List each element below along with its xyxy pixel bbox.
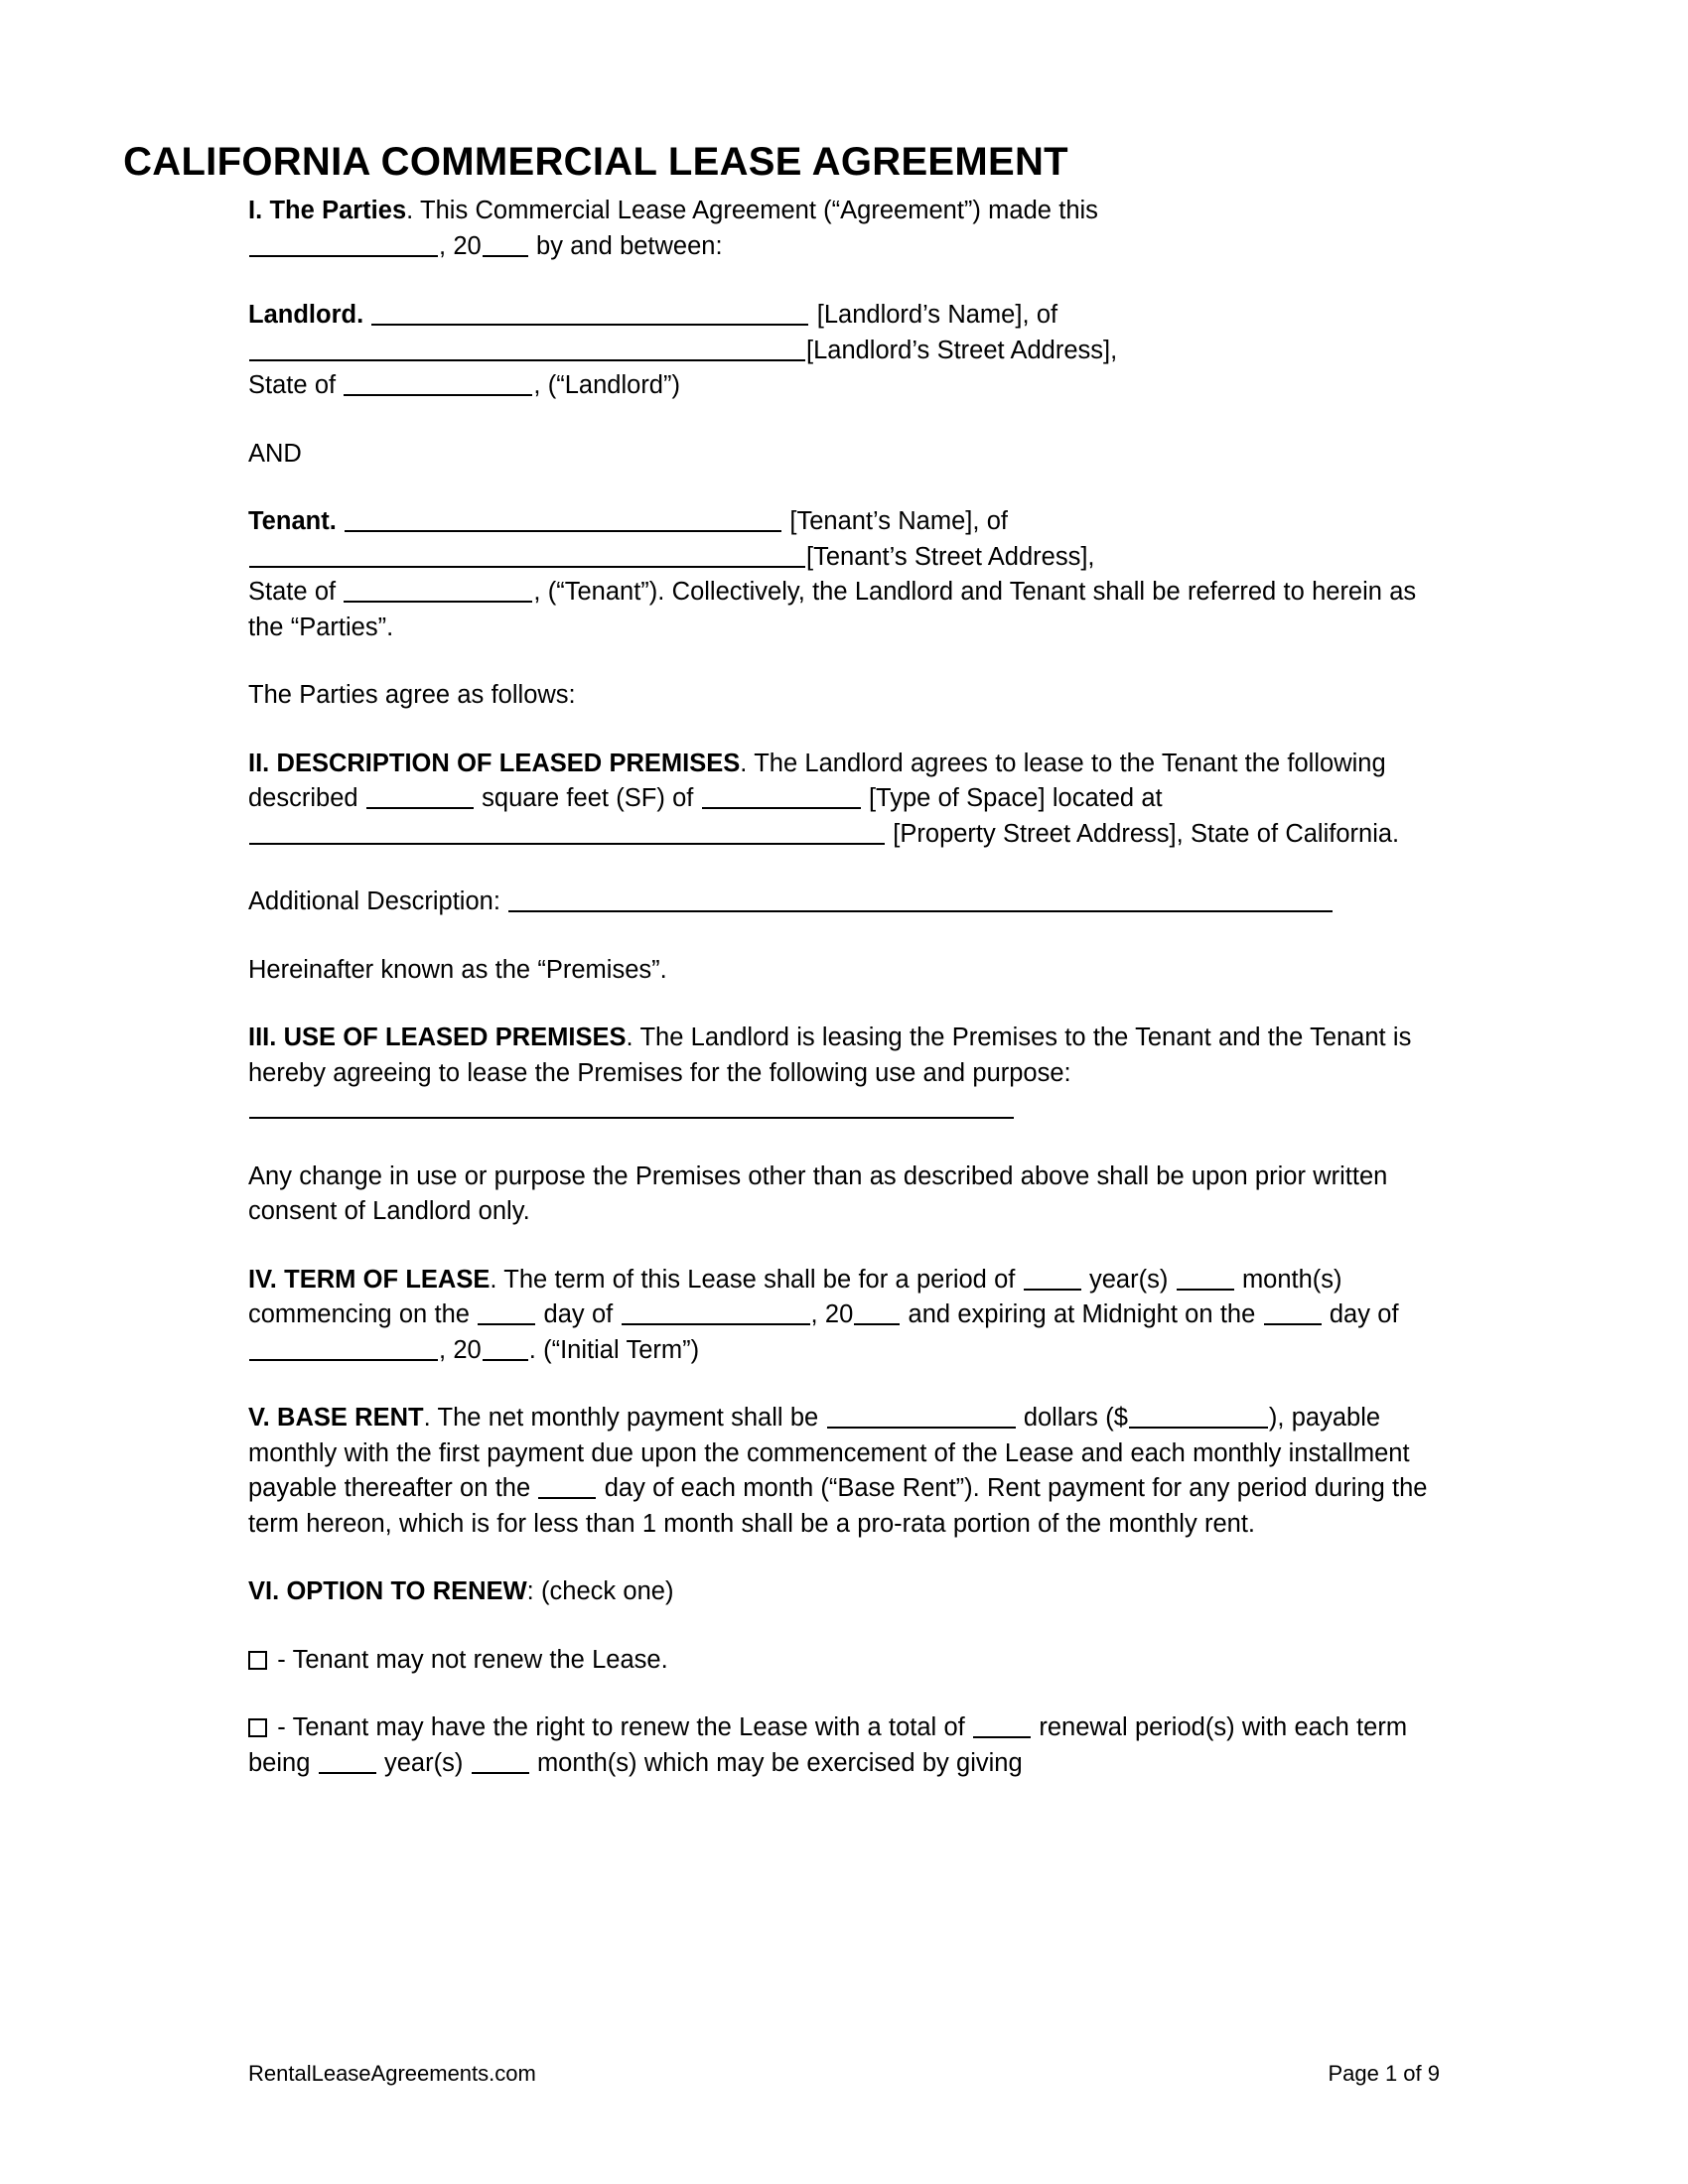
tenant-block xyxy=(248,504,1440,645)
base-rent-text-3: ), payable monthly with the first payment due upon the commencement of the Lease and each monthly installment payable thereafter on the xyxy=(248,1404,1410,1502)
section-use-heading: III. USE OF LEASED PREMISES xyxy=(248,1024,627,1051)
additional-description-label: Additional Description: xyxy=(248,887,500,915)
parties-year-prefix: , 20 xyxy=(439,231,482,260)
section-option-to-renew xyxy=(248,1574,1440,1610)
page-title: CALIFORNIA COMMERCIAL LEASE AGREEMENT xyxy=(123,140,1068,184)
term-months-blank[interactable] xyxy=(1177,1270,1234,1291)
term-text-6: and expiring at Midnight on the xyxy=(908,1300,1256,1328)
renew-option-2-label-c: year(s) xyxy=(384,1748,464,1777)
base-rent-text-2: dollars ($ xyxy=(1023,1404,1128,1432)
property-address-blank[interactable] xyxy=(249,824,885,845)
landlord-name-blank[interactable] xyxy=(371,305,808,326)
additional-description-row xyxy=(248,885,1440,920)
landlord-street-blank[interactable] xyxy=(249,341,805,361)
tenant-state-blank[interactable] xyxy=(344,582,532,603)
use-text-1: . The Landlord is leasing the Premises to the Tenant and the Tenant is hereby agreeing to lease the Premises for the following use and purpose: xyxy=(248,1024,1412,1087)
base-rent-due-day-blank[interactable] xyxy=(538,1478,596,1499)
renewal-periods-blank[interactable] xyxy=(973,1717,1031,1738)
tenant-name-tag: [Tenant’s Name], of xyxy=(789,507,1009,535)
landlord-label: Landlord. xyxy=(248,301,364,329)
date-year-blank[interactable] xyxy=(483,236,528,257)
term-end-day-blank[interactable] xyxy=(1264,1304,1322,1325)
tenant-state-suffix: , (“Tenant”). Collectively, the Landlord and Tenant shall be referred to herein as the “Parties”. xyxy=(248,578,1417,641)
section-description-heading: II. DESCRIPTION OF LEASED PREMISES xyxy=(248,749,741,777)
base-rent-words-blank[interactable] xyxy=(827,1408,1016,1429)
landlord-state-suffix: , (“Landlord”) xyxy=(533,371,680,399)
term-end-year-blank[interactable] xyxy=(483,1340,528,1361)
section-parties xyxy=(248,194,1440,264)
section-use xyxy=(248,1021,1440,1127)
description-text-1: . The Landlord agrees to lease to the Tenant the following described xyxy=(248,749,1386,812)
term-start-day-blank[interactable] xyxy=(478,1304,535,1325)
term-start-year-blank[interactable] xyxy=(854,1304,900,1325)
additional-description-blank[interactable] xyxy=(508,891,1333,912)
term-text-8: , 20 xyxy=(439,1335,482,1364)
description-text-2: square feet (SF) of xyxy=(482,784,694,812)
term-years-blank[interactable] xyxy=(1024,1270,1081,1291)
and-separator: AND xyxy=(248,439,302,468)
footer-site-name: RentalLeaseAgreements.com xyxy=(248,2061,536,2086)
landlord-state-prefix: State of xyxy=(248,371,337,399)
parties-agree-line: The Parties agree as follows: xyxy=(248,681,576,709)
renewal-term-years-blank[interactable] xyxy=(319,1753,376,1774)
renew-option-2-label-d: month(s) which may be exercised by giving xyxy=(536,1748,1023,1777)
parties-intro-text: . This Commercial Lease Agreement (“Agreement”) made this xyxy=(406,197,1098,224)
term-text-7: day of xyxy=(1329,1300,1399,1328)
checkbox-icon-may-renew[interactable] xyxy=(248,1718,267,1737)
section-term xyxy=(248,1263,1440,1369)
section-term-heading: IV. TERM OF LEASE xyxy=(248,1265,491,1294)
use-change-text: Any change in use or purpose the Premises other than as described above shall be upon prior written consent of Landlord only. xyxy=(248,1161,1388,1225)
section-option-heading: VI. OPTION TO RENEW xyxy=(248,1577,527,1605)
tenant-state-prefix: State of xyxy=(248,578,337,606)
renew-option-2-label-a: - Tenant may have the right to renew the Lease with a total of xyxy=(277,1713,965,1741)
document-body xyxy=(248,194,1440,1781)
square-feet-blank[interactable] xyxy=(366,788,474,809)
term-text-1: . The term of this Lease shall be for a period of xyxy=(490,1265,1016,1294)
landlord-name-tag: [Landlord’s Name], of xyxy=(816,301,1058,329)
checkbox-icon-no-renew[interactable] xyxy=(248,1651,267,1670)
term-start-month-blank[interactable] xyxy=(622,1304,810,1325)
section-parties-heading: I. The Parties xyxy=(248,197,407,224)
term-text-9: . (“Initial Term”) xyxy=(528,1335,700,1364)
section-description xyxy=(248,747,1440,853)
use-purpose-blank[interactable] xyxy=(249,1098,1014,1119)
type-of-space-tag: [Type of Space] located at xyxy=(868,784,1163,812)
section-option-heading-suffix: : (check one) xyxy=(526,1577,674,1605)
base-rent-text-1: . The net monthly payment shall be xyxy=(423,1404,819,1432)
base-rent-text-4: day of each month (“Base Rent”). Rent payment for any period during the term hereon, which is for less than 1 month shall be a pro-rata portion of the monthly rent. xyxy=(248,1474,1428,1538)
landlord-street-tag: [Landlord’s Street Address], xyxy=(806,336,1118,364)
parties-date-suffix: by and between: xyxy=(528,231,723,260)
renew-option-2-row[interactable] xyxy=(248,1710,1440,1781)
tenant-street-blank[interactable] xyxy=(249,547,805,568)
date-day-blank[interactable] xyxy=(249,236,438,257)
footer-page-number: Page 1 of 9 xyxy=(1328,2061,1440,2086)
type-of-space-blank[interactable] xyxy=(702,788,861,809)
property-street-tag: [Property Street Address], State of California. xyxy=(893,819,1400,848)
renewal-term-months-blank[interactable] xyxy=(472,1753,529,1774)
tenant-label: Tenant. xyxy=(248,507,337,535)
term-text-2: year(s) xyxy=(1089,1265,1169,1294)
landlord-state-blank[interactable] xyxy=(344,375,532,396)
section-base-rent-heading: V. BASE RENT xyxy=(248,1404,424,1432)
renew-option-1-row[interactable] xyxy=(248,1643,1440,1679)
page-footer xyxy=(248,2060,1440,2088)
renew-option-2-label-b: renewal period(s) with each term being xyxy=(248,1713,1408,1777)
section-base-rent xyxy=(248,1401,1440,1542)
term-end-month-blank[interactable] xyxy=(249,1340,438,1361)
tenant-street-tag: [Tenant’s Street Address], xyxy=(806,542,1095,571)
term-text-4: day of xyxy=(543,1300,614,1328)
renew-option-1-label: - Tenant may not renew the Lease. xyxy=(277,1645,668,1674)
base-rent-amount-blank[interactable] xyxy=(1129,1408,1268,1429)
term-text-3: month(s) commencing on the xyxy=(248,1265,1342,1328)
tenant-name-blank[interactable] xyxy=(345,511,781,532)
landlord-block xyxy=(248,298,1440,404)
hereinafter-premises: Hereinafter known as the “Premises”. xyxy=(248,955,667,984)
term-text-5: , 20 xyxy=(810,1300,854,1328)
